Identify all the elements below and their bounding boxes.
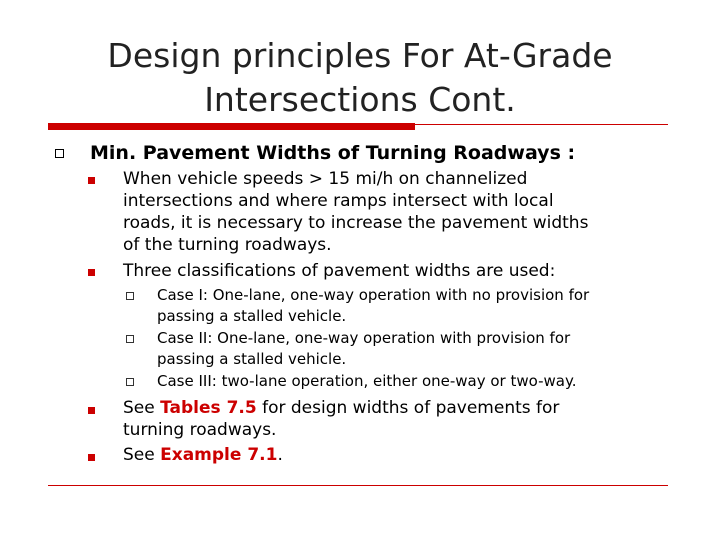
hollow-square-subbullet-icon [126, 292, 134, 300]
footer-divider [48, 485, 668, 486]
bullet-line: Three classifications of pavement widths are used: [123, 261, 556, 281]
bullet-see-tables [123, 397, 559, 441]
case-line: passing a stalled vehicle. [157, 350, 347, 368]
see-prefix: See [123, 398, 161, 418]
bullet-line: turning roadways. [123, 420, 277, 440]
case-2-item [157, 328, 570, 370]
hollow-square-bullet-icon [55, 149, 64, 158]
see-suffix: . [277, 445, 283, 465]
bullet-line: When vehicle speeds > 15 mi/h on channelized [123, 169, 528, 189]
red-square-bullet-icon [88, 407, 95, 414]
case-1-item [157, 285, 589, 327]
bullet-line: intersections and where ramps intersect with local [123, 191, 554, 211]
red-square-bullet-icon [88, 269, 95, 276]
case-line: Case II: One-lane, one-way operation with provision for [157, 329, 571, 347]
hollow-square-subbullet-icon [126, 335, 134, 343]
case-line: passing a stalled vehicle. [157, 307, 347, 325]
title-divider-thick [48, 123, 415, 130]
slide-title [60, 34, 660, 122]
tables-reference: Tables 7.5 [160, 398, 257, 418]
hollow-square-subbullet-icon [126, 378, 134, 386]
see-prefix: See [123, 445, 161, 465]
see-suffix: for design widths of pavements for [256, 398, 560, 418]
red-square-bullet-icon [88, 177, 95, 184]
case-line: Case III: two-lane operation, either one-way or two-way. [157, 372, 577, 390]
case-line: Case I: One-lane, one-way operation with no provision for [157, 286, 590, 304]
bullet-classifications [123, 260, 555, 282]
case-3-item [157, 371, 576, 392]
title-line-2: Intersections Cont. [204, 80, 516, 119]
bullet-line: roads, it is necessary to increase the pavement widths [123, 213, 589, 233]
bullet-line: of the turning roadways. [123, 235, 332, 255]
title-line-1: Design principles For At-Grade [107, 36, 613, 75]
example-reference: Example 7.1 [160, 445, 278, 465]
section-heading: Min. Pavement Widths of Turning Roadways : [90, 142, 576, 164]
bullet-vehicle-speeds [123, 168, 588, 256]
bullet-see-example [123, 444, 283, 466]
red-square-bullet-icon [88, 454, 95, 461]
